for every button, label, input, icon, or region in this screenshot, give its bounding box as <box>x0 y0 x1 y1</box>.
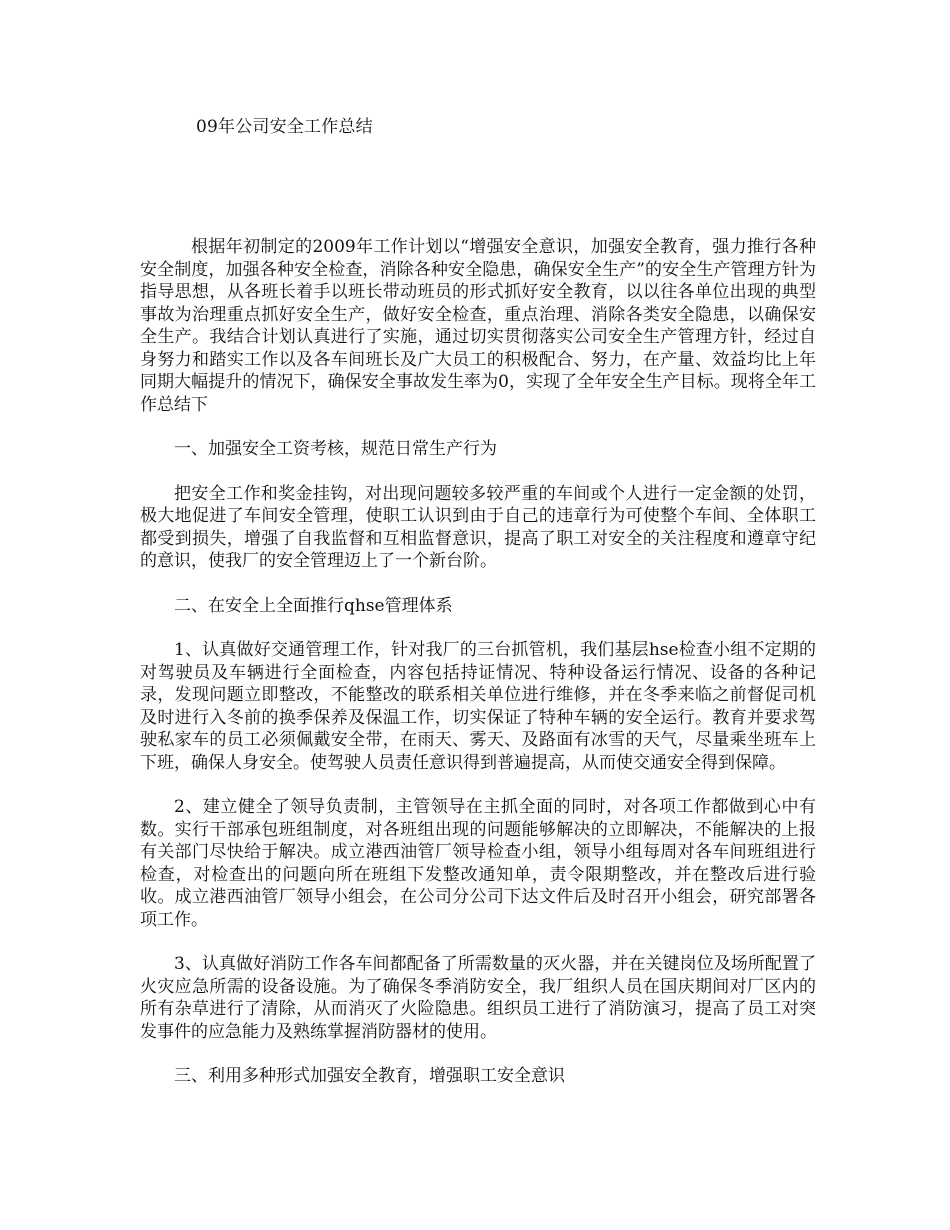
document-body <box>140 236 816 1110</box>
section-heading-2: 二、在安全上全面推行qhse管理体系 <box>174 595 453 616</box>
section-heading-1: 一、加强安全工资考核，规范日常生产行为 <box>174 439 497 459</box>
document-title: 09年公司安全工作总结 <box>196 117 373 137</box>
intro-paragraph: 根据年初制定的2009年工作计划以“增强安全意识，加强安全教育，强力推行各种安全制度，加强各种安全检查，消除各种安全隐患，确保安全生产”的安全生产管理方针为指导思想，从各班长着手以班长带动班员的形式抓好安全教育，以以往各单位出现的典型事故为治理重点抓好安全生产，做好安全检查，重点治理、消除各类安全隐患，以确保安全生产。我结合计划认真进行了实施，通过切实贯彻落实公司安全生产管理方针，经过自身努力和踏实工作以及各车间班长及广大员工的积极配合、努力，在产量、效益均比上年同期大幅提升的情况下，确保安全事故发生率为0，实现了全年安全生产目标。现将全年工作总结下 <box>140 237 816 415</box>
section-2-item-3: 3、认真做好消防工作各车间都配备了所需数量的灭火器，并在关键岗位及场所配置了火灾应急所需的设备设施。为了确保冬季消防安全，我厂组织人员在国庆期间对厂区内的所有杂草进行了清除，从而消灭了火险隐患。组织员工进行了消防演习，提高了员工对突发事件的应急能力及熟练掌握消防器材的使用。 <box>140 954 816 1042</box>
section-2-item-1: 1、认真做好交通管理工作，针对我厂的三台抓管机，我们基层hse检查小组不定期的对驾驶员及车辆进行全面检查，内容包括持证情况、特种设备运行情况、设备的各种记录，发现问题立即整改，不能整改的联系相关单位进行维修，并在冬季来临之前督促司机及时进行入冬前的换季保养及保温工作，切实保证了特种车辆的安全运行。教育并要求驾驶私家车的员工必须佩戴安全带，在雨天、雾天、及路面有冰雪的天气，尽量乘坐班车上下班，确保人身安全。使驾驶人员责任意识得到普遍提高，从而使交通安全得到保障。 <box>140 640 816 773</box>
section-1-paragraph: 把安全工作和奖金挂钩，对出现问题较多较严重的车间或个人进行一定金额的处罚，极大地促进了车间安全管理，使职工认识到由于自己的违章行为可使整个车间、全体职工都受到损失，增强了自我监督和互相监督意识，提高了职工对安全的关注程度和遵章守纪的意识，使我厂的安全管理迈上了一个新台阶。 <box>140 483 816 571</box>
section-heading-3: 三、利用多种形式加强安全教育，增强职工安全意识 <box>174 1066 565 1086</box>
section-2-item-2: 2、建立健全了领导负责制，主管领导在主抓全面的同时，对各项工作都做到心中有数。实行干部承包班组制度，对各班组出现的问题能够解决的立即解决，不能解决的上报有关部门尽快给于解决。成立港西油管厂领导检查小组，领导小组每周对各车间班组进行检查，对检查出的问题向所在班组下发整改通知单，责令限期整改，并在整改后进行验收。成立港西油管厂领导小组会，在公司分公司下达文件后及时召开小组会，研究部署各项工作。 <box>140 797 816 930</box>
